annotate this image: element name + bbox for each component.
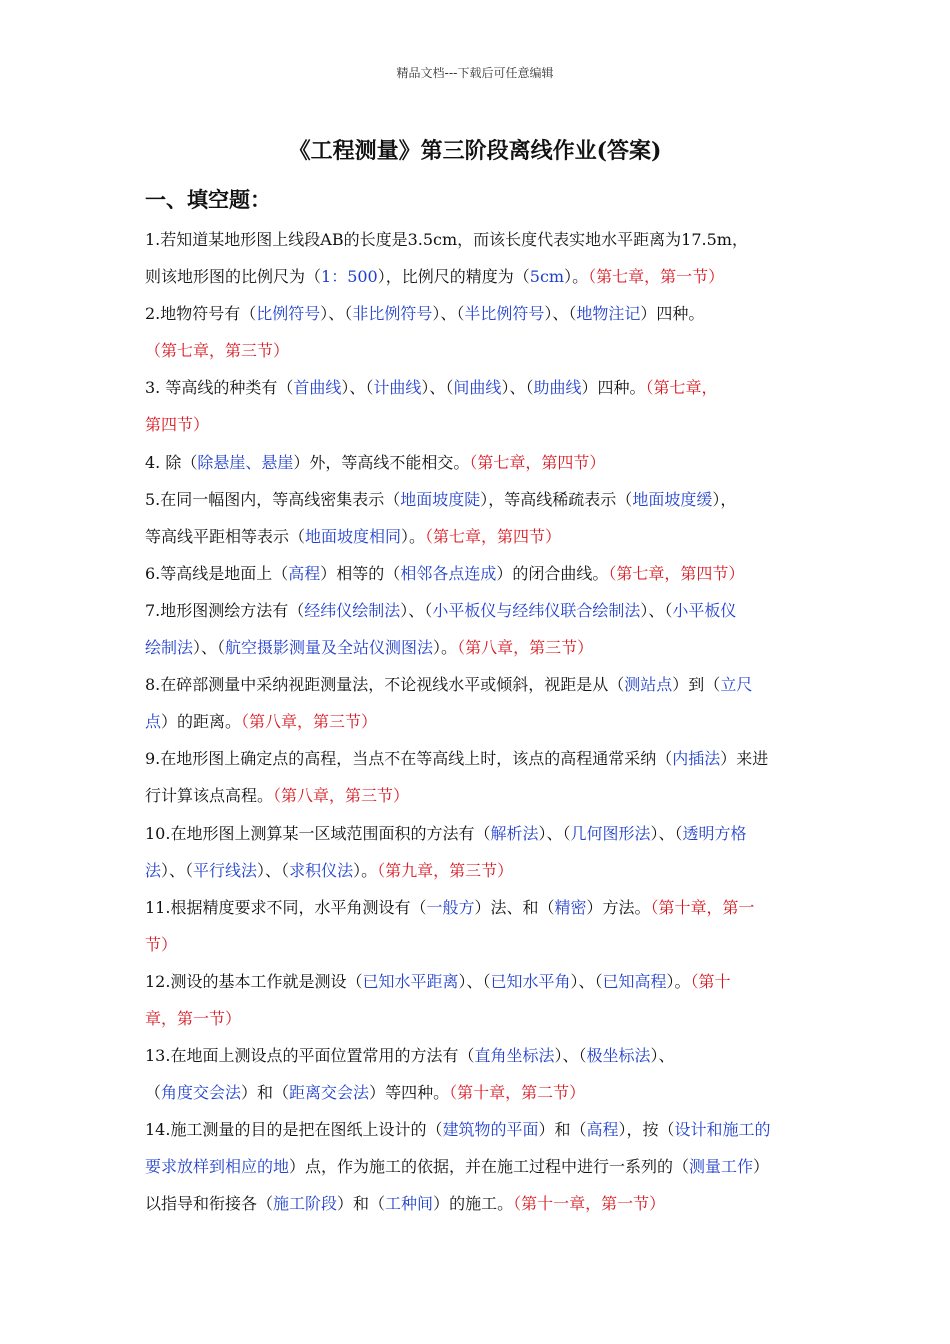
question-text: ）等四种。 [369,1083,450,1103]
page-header: 精品文档---下载后可任意编辑 [396,66,554,80]
answer-text: 半比例符号 [464,304,545,324]
answer-text: 工种间 [385,1194,434,1214]
answer-text: 比例符号 [256,304,321,324]
question-text: ）、（ [554,1046,587,1066]
answer-text: 平行线法 [193,860,258,880]
text-line [145,481,817,518]
answer-text: 航空摄影测量及全站仪测图法 [225,638,434,658]
question-text: 13.在地面上测设点的平面位置常用的方法有（ [145,1046,475,1066]
question-text: ）、（ [341,378,374,398]
text-line [145,258,817,295]
answer-text: 直角坐标法 [474,1046,555,1066]
text-line [145,815,817,852]
chapter-reference: （第九章，第三节） [377,860,514,880]
answer-text: 首曲线 [293,378,342,398]
question-text: ）、（ [570,971,603,991]
question-text: ）和（ [241,1083,290,1103]
question-text: ）的闭合曲线。 [496,563,609,583]
question-text: ）。 [666,971,691,991]
question-text: ）。 [353,860,378,880]
question-text: ）、（ [640,600,673,620]
question-text: 2.地物符号有（ [145,304,257,324]
document-title: 《工程测量》第三阶段离线作业(答案) [288,138,662,164]
answer-text: 要求放样到相应的地 [145,1157,290,1177]
question-text: ）相等的（ [320,563,401,583]
answer-text: 求积仪法 [289,860,354,880]
question-text: 1.若知道某地形图上线段AB的长度是3.5cm，而该长度代表实地水平距离为17.5m， [145,230,748,249]
text-line [145,295,817,332]
question-text: 10.在地形图上测算某一区域范围面积的方法有（ [145,823,491,843]
answer-text: 1：500 [321,267,378,287]
answer-text: 小平板仪 [672,600,737,620]
question-text: ）、（ [538,823,571,843]
question-text: ）的距离。 [161,712,242,732]
question-text: 4. 除（ [145,452,198,472]
answer-text: 地面坡度缓 [632,489,713,509]
question-text: ），比例尺的精度为（ [377,267,530,287]
question-text: ）、 [650,1046,675,1066]
text-line [145,518,817,555]
question-text: ）、（ [432,304,465,324]
question-text: ）、（ [501,378,534,398]
answer-text: 间曲线 [453,378,502,398]
question-text: ）到（ [672,675,721,695]
text-line [145,1074,817,1111]
question-text: 11.根据精度要求不同，水平角测设有（ [145,897,427,917]
question-text: ） [753,1157,770,1177]
question-text: ）、（ [650,823,683,843]
answer-text: 地物注记 [576,304,641,324]
answer-text: 法 [145,860,162,880]
question-text: ）、（ [161,860,194,880]
chapter-reference: 章，第一节） [145,1008,242,1028]
answer-text: 已知高程 [602,971,667,991]
answer-text: 地面坡度相同 [305,526,402,546]
text-line [145,740,817,777]
chapter-reference: （第七章，第四节） [608,563,745,583]
answer-text: 立尺 [720,675,753,695]
question-text: 行计算该点高程。 [145,786,274,806]
answer-text: 助曲线 [533,378,582,398]
answer-text: 已知水平距离 [362,971,459,991]
chapter-reference: （第七章，第三节） [145,341,290,361]
answer-text: 非比例符号 [352,304,433,324]
answer-text: 测量工作 [689,1157,754,1177]
text-line [145,1111,817,1148]
answer-text: 极坐标法 [586,1046,651,1066]
question-text: 12.测设的基本工作就是测设（ [145,971,363,991]
answer-text: 点 [145,712,162,732]
fill-in-questions [145,221,817,1223]
question-text: ）来进 [720,749,769,769]
question-text: ）方法。 [586,897,651,917]
answer-text: 距离交会法 [289,1083,370,1103]
answer-text: 建筑物的平面 [442,1120,539,1140]
question-text: 等高线平距相等表示（ [145,526,306,546]
text-line [145,1000,817,1037]
question-text: （ [145,1083,162,1103]
answer-text: 绘制法 [145,638,194,658]
question-text: ）、（ [544,304,577,324]
question-text: ）。 [401,526,426,546]
answer-text: 设计和施工的 [674,1120,771,1140]
question-text: ）。 [433,638,458,658]
question-text: ）、（ [458,971,491,991]
text-line [145,666,817,703]
chapter-reference: （第十一章，第一节） [513,1194,666,1214]
question-text: ）、（ [320,304,353,324]
question-text: ）、（ [400,600,433,620]
text-line [145,221,817,258]
text-line [145,1037,817,1074]
question-text: ）外，等高线不能相交。 [293,452,470,472]
question-text: 14.施工测量的目的是把在图纸上设计的（ [145,1120,443,1140]
chapter-reference: （第十 [690,971,731,991]
answer-text: 地面坡度陡 [400,489,481,509]
answer-text: 高程 [586,1120,619,1140]
question-text: ），按（ [618,1120,675,1140]
text-line [145,889,817,926]
chapter-reference: （第八章，第三节） [273,786,410,806]
answer-text: 几何图形法 [570,823,651,843]
answer-text: 高程 [288,563,321,583]
question-text: 7.地形图测绘方法有（ [145,600,305,620]
chapter-reference: （第七章， [645,378,718,398]
answer-text: 已知水平角 [490,971,571,991]
answer-text: 精密 [554,897,587,917]
text-line [145,852,817,889]
question-text: ）的施工。 [433,1194,514,1214]
text-line [145,369,817,406]
answer-text: 经纬仪绘制法 [304,600,401,620]
answer-text: 计曲线 [373,378,422,398]
answer-text: 角度交会法 [161,1083,242,1103]
section-heading: 一、填空题： [145,187,271,212]
question-text: 8.在碎部测量中采纳视距测量法，不论视线水平或倾斜，视距是从（ [145,675,625,695]
answer-text: 施工阶段 [273,1194,338,1214]
answer-text: 除悬崖、悬崖 [197,452,294,472]
question-text: 5.在同一幅图内，等高线密集表示（ [145,489,401,509]
chapter-reference: （第七章，第四节） [425,526,562,546]
chapter-reference: （第七章，第四节） [469,452,606,472]
answer-text: 5cm [529,267,565,287]
answer-text: 测站点 [624,675,673,695]
question-text: ）四种。 [640,304,705,324]
text-line [145,777,817,814]
text-line [145,629,817,666]
chapter-reference: （第八章，第三节） [457,638,594,658]
answer-text: 一般方 [426,897,475,917]
question-text: ）点，作为施工的依据，并在施工过程中进行一系列的（ [289,1157,690,1177]
question-text: 则该地形图的比例尺为（ [145,267,322,287]
answer-text: 透明方格 [682,823,747,843]
question-text: ）四种。 [581,378,646,398]
question-text: 6.等高线是地面上（ [145,563,289,583]
question-text: 以指导和衔接各（ [145,1194,274,1214]
question-text: ）， [712,489,737,509]
question-text: ）。 [564,267,589,287]
chapter-reference: （第八章，第三节） [241,712,378,732]
question-text: ）和（ [337,1194,386,1214]
question-text: ）、（ [421,378,454,398]
chapter-reference: （第七章，第一节） [588,267,725,287]
text-line [145,592,817,629]
text-line [145,406,817,443]
question-text: ）、（ [257,860,290,880]
text-line [145,444,817,481]
question-text: ）、（ [193,638,226,658]
chapter-reference: 节） [145,934,178,954]
question-text: 3. 等高线的种类有（ [145,378,294,398]
text-line [145,332,817,369]
question-text: ）法、和（ [474,897,555,917]
chapter-reference: （第十章，第二节） [449,1083,586,1103]
text-line [145,963,817,1000]
answer-text: 解析法 [490,823,539,843]
question-text: 9.在地形图上确定点的高程，当点不在等高线上时，该点的高程通常采纳（ [145,749,673,769]
chapter-reference: （第十章，第一 [650,897,755,917]
text-line [145,555,817,592]
answer-text: 相邻各点连成 [400,563,497,583]
text-line [145,1148,817,1185]
text-line [145,703,817,740]
answer-text: 小平板仪与经纬仪联合绘制法 [432,600,641,620]
question-text: ）和（ [538,1120,587,1140]
question-text: ），等高线稀疏表示（ [480,489,633,509]
answer-text: 内插法 [672,749,721,769]
text-line [145,1185,817,1222]
chapter-reference: 第四节） [145,415,210,435]
text-line [145,926,817,963]
